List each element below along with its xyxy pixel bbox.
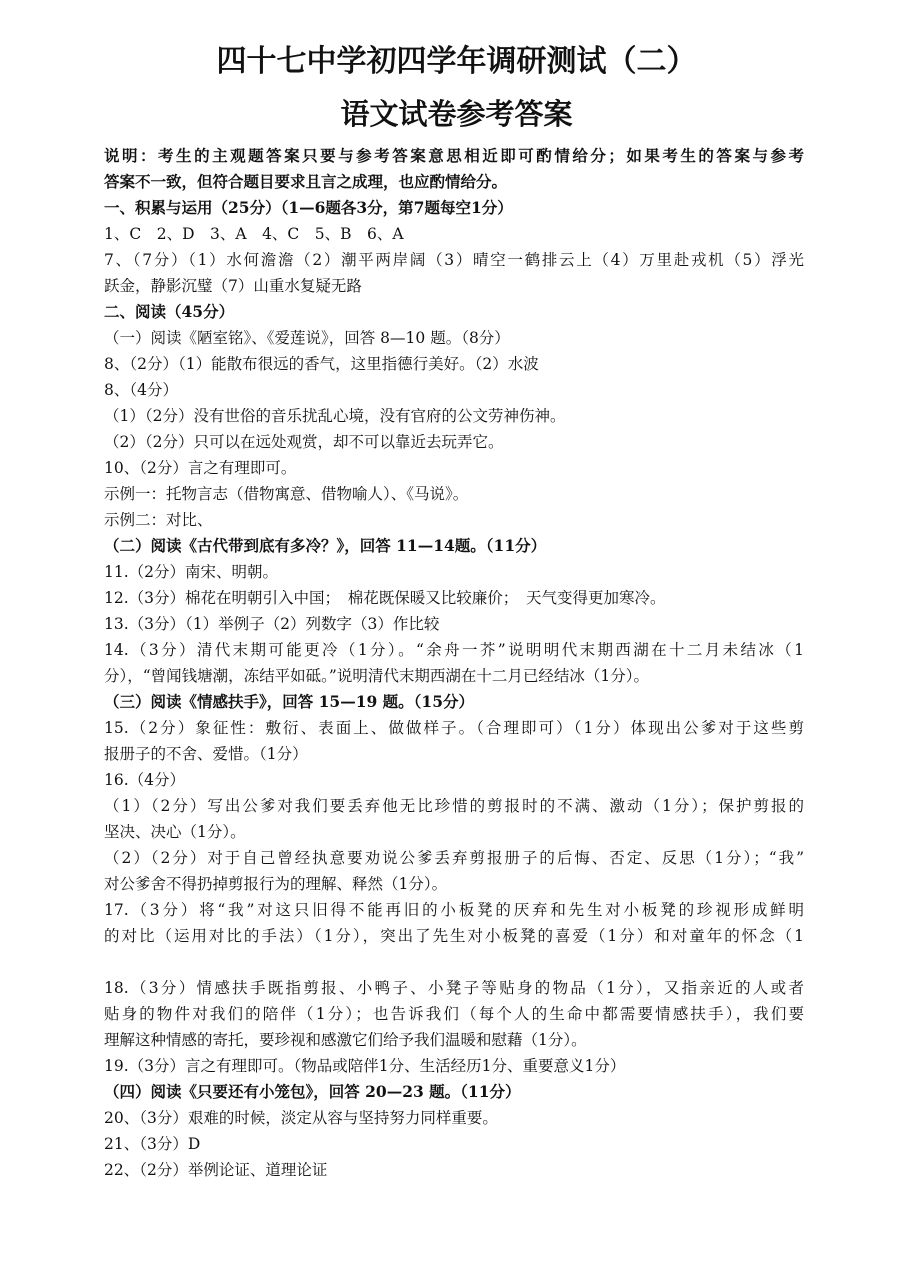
note-line-2: 答案不一致，但符合题目要求且言之成理，也应酌情给分。 xyxy=(104,172,508,191)
answer-line: 18.（3分）情感扶手既指剪报、小鸭子、小凳子等贴身的物品（1分），又指亲近的人或者 xyxy=(104,979,804,997)
subsection-heading: （四）阅读《只要还有小笼包》，回答 20—23 题。（11分） xyxy=(104,1082,521,1101)
answer-line: 坚决、决心（1分）。 xyxy=(104,823,246,841)
answer-line: 分），“曾闻钱塘潮，冻结平如砥。”说明清代末期西湖在十二月已经结冰（1分）。 xyxy=(104,667,649,685)
answer-line: 16.（4分） xyxy=(104,771,186,789)
note-line-1: 说明：考生的主观题答案只要与参考答案意思相近即可酌情给分；如果考生的答案与参考 xyxy=(104,146,804,165)
answer-line: 13.（3分）（1）举例子（2）列数字（3）作比较 xyxy=(104,615,440,633)
subsection-heading: （二）阅读《古代带到底有多冷？》，回答 11—14题。（11分） xyxy=(104,536,547,555)
answer-line: （1）（2分）没有世俗的音乐扰乱心境，没有官府的公文劳神伤神。 xyxy=(104,407,566,425)
answer-line: 14.（3分）清代末期可能更冷（1分）。“余舟一芥”说明明代末期西湖在十二月未结冰（1 xyxy=(104,641,804,659)
answer-line: 15.（2分）象征性：敷衍、表面上、做做样子。（合理即可）（1分）体现出公爹对于这些剪 xyxy=(104,719,804,737)
page-title: 四十七中学初四学年调研测试（二） xyxy=(216,44,697,79)
answer-line: 8、（2分）（1）能散布很远的香气，这里指德行美好。（2）水波 xyxy=(104,355,539,373)
answer-line: 报册子的不舍、爱惜。（1分） xyxy=(104,745,308,763)
answer-line: 跃金，静影沉璧（7）山重水复疑无路 xyxy=(104,277,362,295)
answer-line: 20、（3分）艰难的时候，淡定从容与坚持努力同样重要。 xyxy=(104,1109,498,1127)
subsection-heading: （一）阅读《陋室铭》、《爱莲说》，回答 8—10 题。（8分） xyxy=(104,329,510,347)
answer-line: 17.（3分）将“我”对这只旧得不能再旧的小板凳的厌弃和先生对小板凳的珍视形成鲜明 xyxy=(104,901,804,919)
answer-line: 的对比（运用对比的手法）（1分），突出了先生对小板凳的喜爱（1分）和对童年的怀念（1 xyxy=(104,927,804,945)
answer-line: 12.（3分）棉花在明朝引入中国； 棉花既保暖又比较廉价； 天气变得更加寒冷。 xyxy=(104,589,666,607)
subsection-heading: （三）阅读《情感扶手》，回答 15—19 题。（15分） xyxy=(104,692,475,711)
answer-line: 11.（2分）南宋、明朝。 xyxy=(104,563,279,581)
answer-line: （2）（2分）只可以在远处观赏，却不可以靠近去玩弄它。 xyxy=(104,433,504,451)
answer-line: 示例二：对比、 xyxy=(104,511,213,529)
answer-line: 示例一：托物言志（借物寓意、借物喻人）、《马说》。 xyxy=(104,485,469,503)
answer-line: 10、（2分）言之有理即可。 xyxy=(104,459,297,477)
answer-line: 22、（2分）举例论证、道理论证 xyxy=(104,1161,328,1179)
answer-line: 8、（4分） xyxy=(104,381,178,399)
answer-line: 21、（3分）D xyxy=(104,1135,201,1153)
answer-line: （2）（2分）对于自己曾经执意要劝说公爹丢弃剪报册子的后悔、否定、反思（1分）；“我” xyxy=(104,849,804,867)
answer-line: 7、（7分）（1）水何澹澹（2）潮平两岸阔（3）晴空一鹤排云上（4）万里赴戎机（5）浮光 xyxy=(104,251,804,269)
section-heading-2: 二、阅读（45分） xyxy=(104,302,235,321)
answer-line: 理解这种情感的寄托，要珍视和感激它们给予我们温暖和慰藉（1分）。 xyxy=(104,1031,587,1049)
answer-line: （1）（2分）写出公爹对我们要丢弃他无比珍惜的剪报时的不满、激动（1分）；保护剪报的 xyxy=(104,797,804,815)
answer-line: 贴身的物件对我们的陪伴（1分）；也告诉我们（每个人的生命中都需要情感扶手），我们要 xyxy=(104,1005,804,1023)
answer-line: 1、C 2、D 3、A 4、C 5、B 6、A xyxy=(104,225,404,243)
answer-line: 对公爹舍不得扔掉剪报行为的理解、释然（1分）。 xyxy=(104,875,448,893)
answer-line: 19.（3分）言之有理即可。（物品或陪伴1分、生活经历1分、重要意义1分） xyxy=(104,1057,626,1075)
page-subtitle: 语文试卷参考答案 xyxy=(340,97,573,131)
section-heading-1: 一、积累与运用（25分）（1—6题各3分，第7题每空1分） xyxy=(104,198,513,217)
